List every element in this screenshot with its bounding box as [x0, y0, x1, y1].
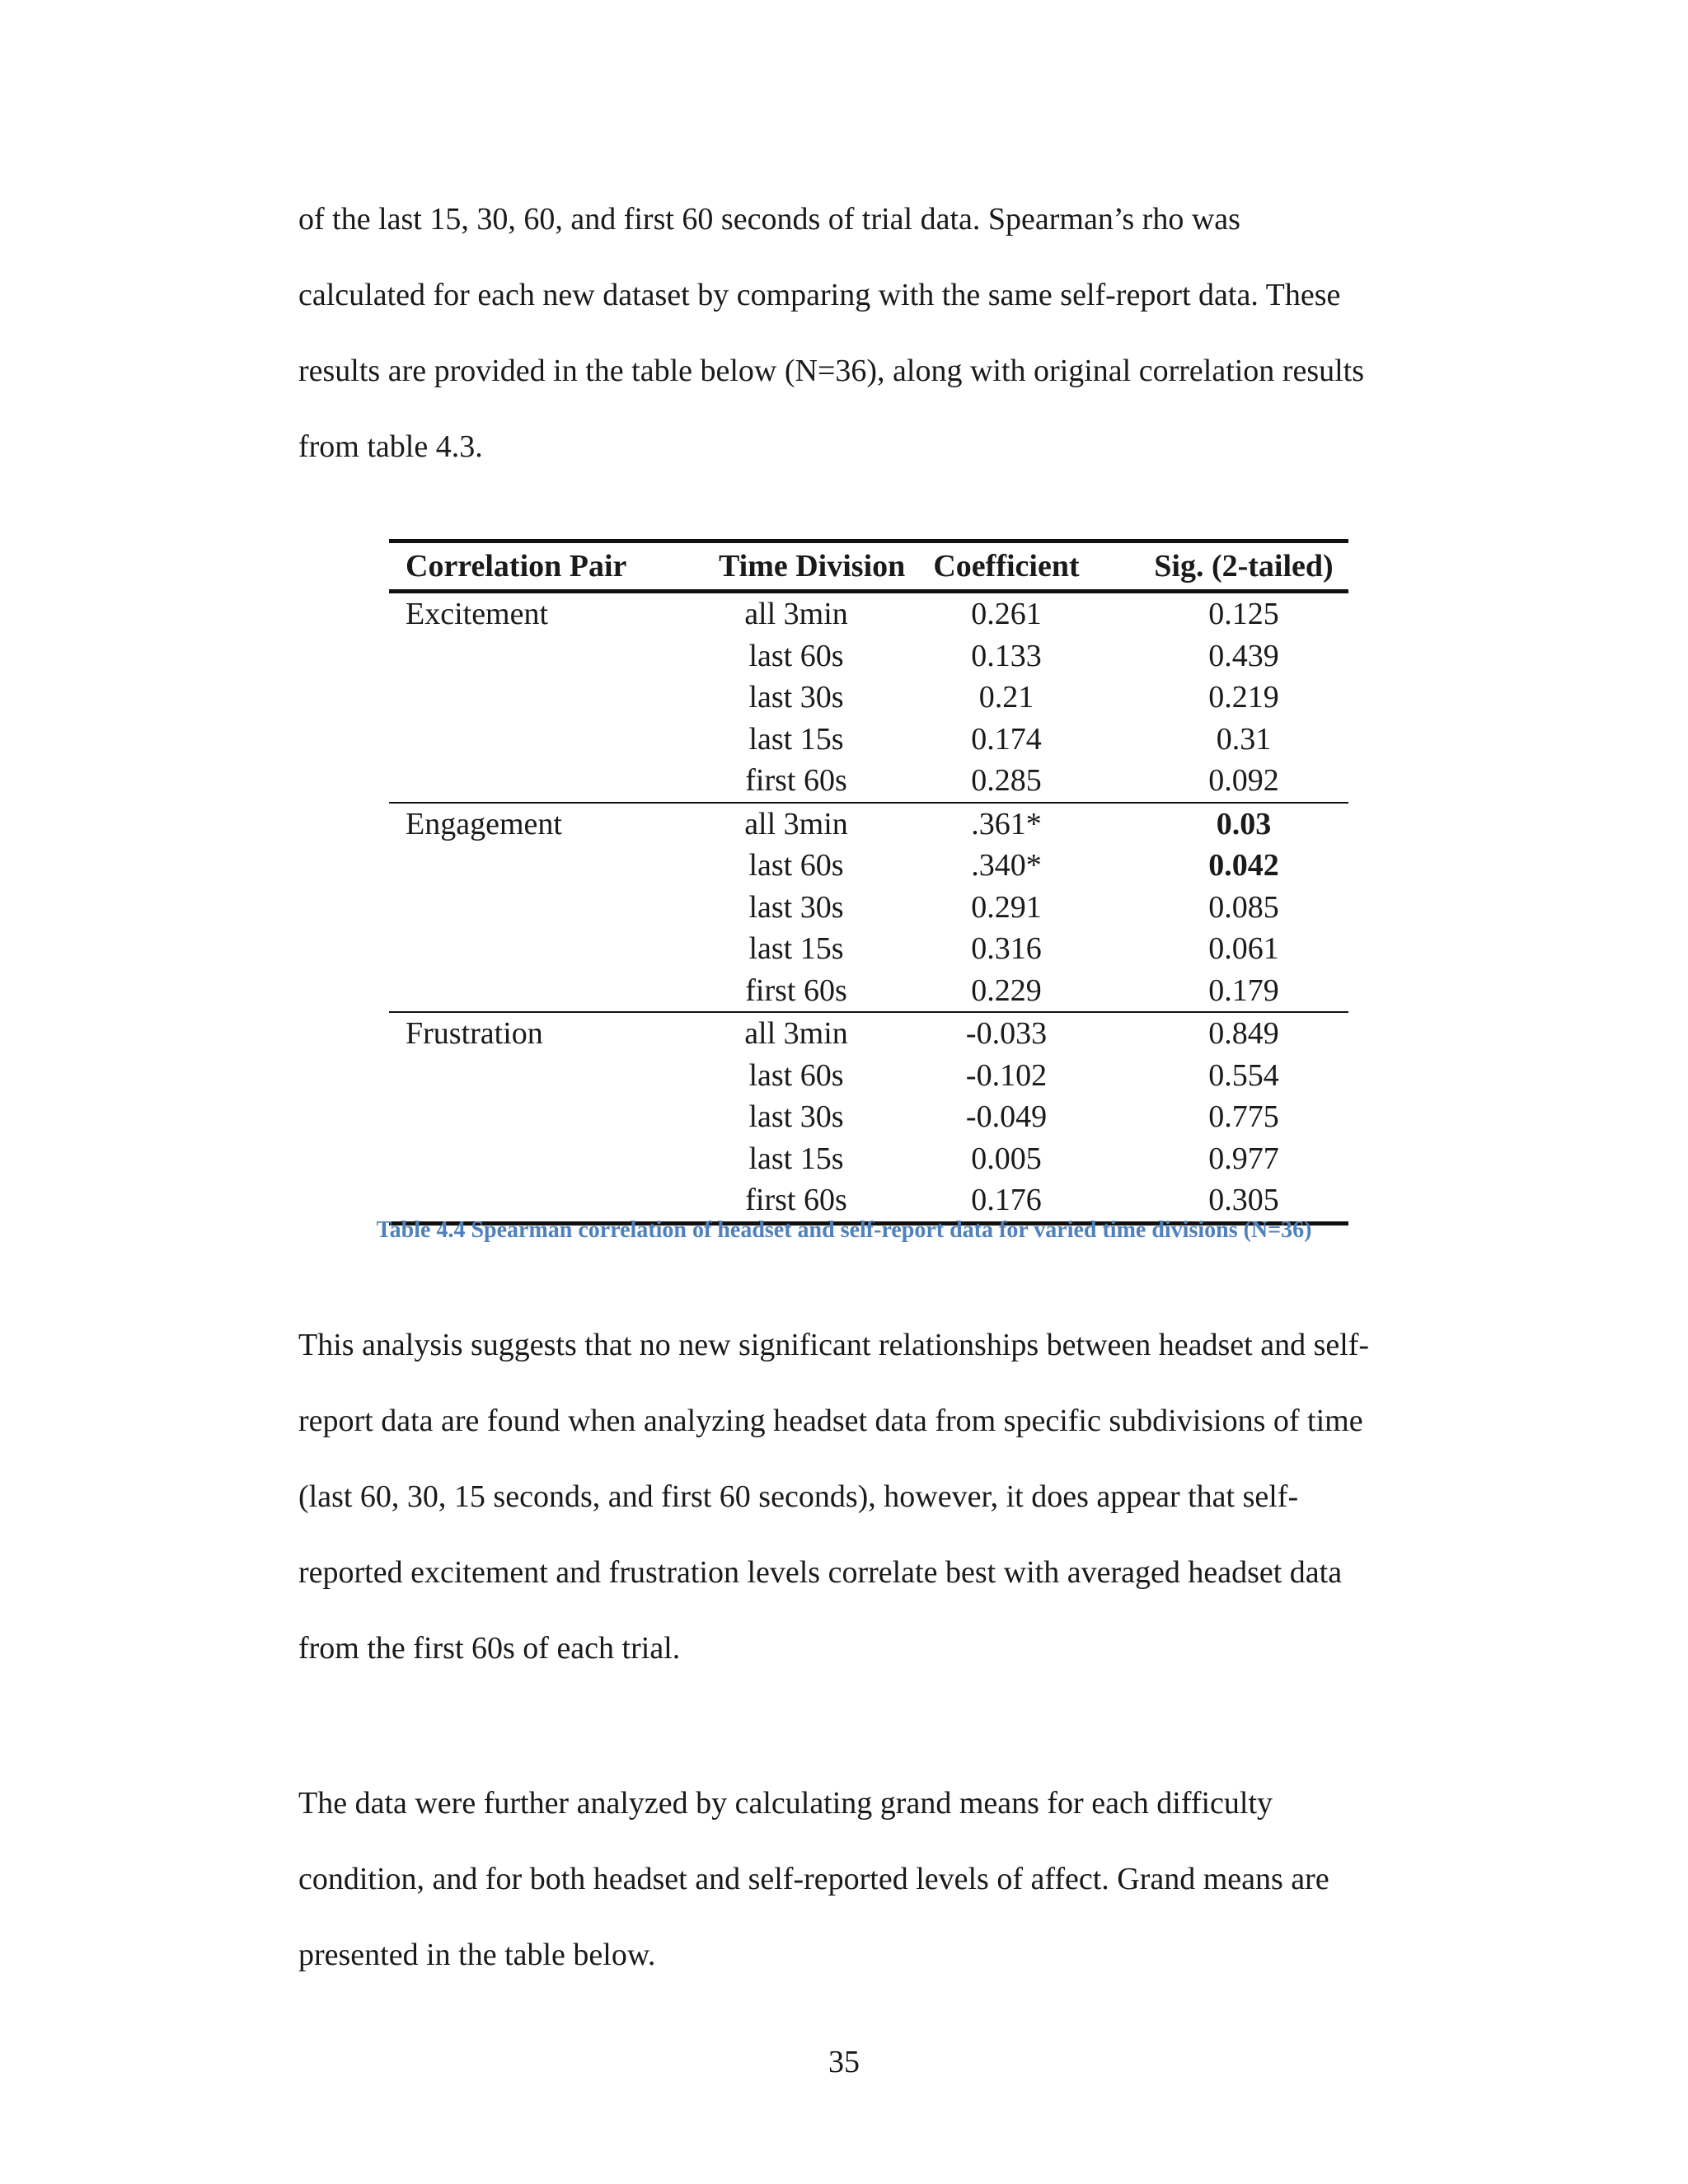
intro-paragraph — [298, 181, 1452, 485]
cell-coefficient: 0.176 — [874, 1179, 1139, 1223]
cell-significance: 0.179 — [1139, 970, 1348, 1013]
header-coefficient: Coefficient — [874, 541, 1139, 592]
cell-correlation-pair — [389, 760, 719, 803]
cell-coefficient: 0.174 — [971, 721, 1042, 757]
cell-coefficient: 0.316 — [971, 931, 1042, 967]
correlation-table — [389, 539, 1348, 1226]
table-row — [389, 677, 1348, 719]
cell-correlation-pair — [389, 719, 719, 761]
cell-correlation-pair — [389, 845, 719, 887]
text-line: results are provided in the table below (N=36), along with original correlation results — [298, 354, 1365, 388]
table-caption: Table 4.4 Spearman correlation of headset and self-report data for varied time divisions (N=36) — [376, 1217, 1312, 1243]
cell-correlation-pair — [389, 928, 719, 970]
text-line: condition, and for both headset and self-reported levels of affect. Grand means are — [298, 1862, 1329, 1896]
table-row — [389, 1138, 1348, 1180]
cell-correlation-pair — [389, 1055, 719, 1097]
page-number: 35 — [828, 2045, 860, 2079]
text-line: (last 60, 30, 15 seconds, and first 60 seconds), however, it does appear that self- — [298, 1479, 1299, 1514]
cell-coefficient: 0.133 — [971, 638, 1042, 673]
cell-time-division: first 60s — [719, 970, 874, 1013]
cell-correlation-pair: Excitement — [406, 597, 549, 632]
table-row — [389, 1012, 1348, 1055]
cell-correlation-pair — [389, 1138, 719, 1180]
cell-correlation-pair: Engagement — [406, 806, 562, 841]
table-row — [389, 1055, 1348, 1097]
text-line: calculated for each new dataset by comparing with the same self-report data. These — [298, 278, 1341, 312]
text-line: This analysis suggests that no new significant relationships between headset and self- — [298, 1328, 1370, 1362]
cell-coefficient: 0.005 — [971, 1141, 1042, 1176]
cell-correlation-pair — [389, 635, 719, 677]
table-row — [389, 1096, 1348, 1138]
header-time-division: Time Division — [719, 541, 874, 592]
table-row — [389, 887, 1348, 929]
grand-means-paragraph — [298, 1765, 1452, 1993]
table-row — [389, 635, 1348, 677]
cell-significance: 0.085 — [1208, 889, 1279, 925]
cell-significance: 0.849 — [1208, 1016, 1279, 1052]
header-significance: Sig. (2-tailed) — [1139, 541, 1348, 592]
text-line: presented in the table below. — [298, 1938, 656, 1972]
cell-time-division: last 30s — [748, 889, 844, 925]
cell-coefficient: 0.229 — [874, 970, 1139, 1013]
cell-coefficient: 0.291 — [971, 889, 1042, 925]
correlation-table-container — [389, 539, 1348, 1226]
text-line: reported excitement and frustration levels correlate best with averaged headset data — [298, 1555, 1343, 1590]
cell-significance: 0.042 — [1208, 848, 1279, 883]
text-line: from table 4.3. — [298, 429, 483, 464]
cell-coefficient: -0.033 — [965, 1016, 1048, 1052]
cell-coefficient: .361* — [971, 806, 1042, 841]
cell-significance: 0.439 — [1208, 638, 1279, 673]
cell-correlation-pair — [389, 970, 719, 1013]
cell-significance: 0.31 — [1216, 721, 1272, 757]
cell-significance: 0.305 — [1139, 1179, 1348, 1223]
cell-significance: 0.03 — [1216, 806, 1272, 841]
table-row — [389, 592, 1348, 635]
cell-time-division: last 60s — [748, 638, 844, 673]
cell-coefficient: .340* — [971, 848, 1042, 883]
cell-coefficient: 0.261 — [971, 597, 1042, 632]
text-line: The data were further analyzed by calculating grand means for each difficulty — [298, 1786, 1273, 1821]
cell-coefficient: 0.285 — [874, 760, 1139, 803]
cell-coefficient: -0.049 — [965, 1099, 1048, 1135]
table-header-row — [389, 541, 1348, 592]
table-row — [389, 845, 1348, 887]
cell-correlation-pair: Frustration — [406, 1016, 543, 1052]
cell-significance: 0.061 — [1208, 931, 1279, 967]
cell-significance: 0.125 — [1208, 597, 1279, 632]
cell-significance: 0.219 — [1208, 680, 1279, 715]
cell-coefficient: 0.21 — [978, 680, 1034, 715]
cell-significance: 0.092 — [1139, 760, 1348, 803]
text-line: from the first 60s of each trial. — [298, 1631, 681, 1666]
table-row — [389, 928, 1348, 970]
cell-time-division: first 60s — [719, 1179, 874, 1223]
cell-time-division: last 15s — [748, 1141, 844, 1176]
table-row — [389, 760, 1348, 803]
analysis-paragraph — [298, 1307, 1452, 1686]
cell-correlation-pair — [389, 1096, 719, 1138]
cell-time-division: last 30s — [748, 1099, 844, 1135]
table-row — [389, 719, 1348, 761]
cell-coefficient: -0.102 — [965, 1057, 1048, 1093]
cell-significance: 0.775 — [1208, 1099, 1279, 1135]
cell-time-division: all 3min — [744, 1016, 848, 1052]
cell-time-division: all 3min — [744, 806, 848, 841]
header-correlation-pair: Correlation Pair — [389, 541, 719, 592]
cell-time-division: last 60s — [748, 1057, 844, 1093]
cell-correlation-pair — [389, 677, 719, 719]
table-row — [389, 803, 1348, 846]
cell-time-division: last 15s — [748, 931, 844, 967]
table-row — [389, 970, 1348, 1013]
cell-time-division: last 15s — [748, 721, 844, 757]
cell-time-division: all 3min — [744, 597, 848, 632]
cell-significance: 0.977 — [1208, 1141, 1279, 1176]
cell-time-division: last 30s — [748, 680, 844, 715]
cell-time-division: first 60s — [719, 760, 874, 803]
text-line: report data are found when analyzing headset data from specific subdivisions of time — [298, 1404, 1363, 1438]
text-line: of the last 15, 30, 60, and first 60 seconds of trial data. Spearman’s rho was — [298, 202, 1240, 237]
cell-time-division: last 60s — [748, 848, 844, 883]
cell-significance: 0.554 — [1208, 1057, 1279, 1093]
cell-correlation-pair — [389, 887, 719, 929]
